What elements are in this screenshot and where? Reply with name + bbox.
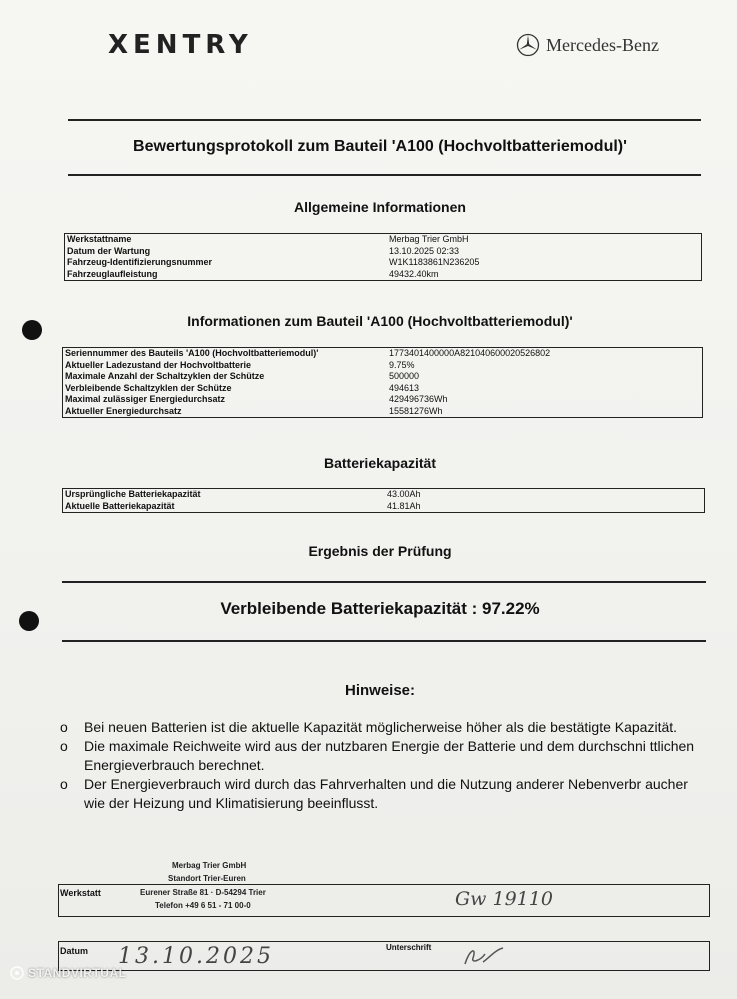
row-label: Fahrzeug-Identifizierungsnummer	[67, 257, 213, 267]
punch-hole	[22, 320, 42, 340]
row-label: Aktuelle Batteriekapazität	[65, 500, 175, 511]
watermark: STANDVIRTUAL	[10, 966, 126, 980]
table-row	[63, 348, 703, 360]
handwritten-workshop-code: Gw 19110	[455, 888, 553, 910]
row-value: 49432.40km	[389, 268, 439, 279]
table-row	[63, 501, 705, 513]
capacity-heading: Batteriekapazität	[323, 455, 437, 471]
table-row	[65, 246, 702, 258]
stamp-line: Telefon +49 6 51 - 71 00-0	[155, 901, 251, 910]
capacity-table	[62, 488, 705, 513]
mercedes-star-icon	[516, 33, 540, 57]
table-row	[63, 383, 703, 395]
stamp-line: Eurener Straße 81 · D-54294 Trier	[140, 888, 266, 897]
row-label: Maximale Anzahl der Schaltzyklen der Schütze	[65, 371, 265, 381]
table-row	[63, 394, 703, 406]
note-bullet: o	[60, 776, 68, 792]
row-value: 41.81Ah	[387, 500, 421, 511]
title-rule-top	[68, 119, 701, 121]
table-row	[65, 234, 702, 246]
watermark-icon	[10, 966, 24, 980]
row-label: Seriennummer des Bauteils 'A100 (Hochvoltbatteriemodul)'	[65, 348, 319, 358]
row-value: 429496736Wh	[389, 394, 448, 404]
note-item: o Die maximale Reichweite wird aus der nutzbaren Energie der Batterie und dem durchschni ttlichen Energieverbrauch berechnet.	[60, 738, 695, 773]
result-heading: Ergebnis der Prüfung	[308, 543, 452, 559]
component-info-table	[62, 347, 703, 418]
result-text: Verbleibende Batteriekapazität : 97.22%	[220, 599, 540, 618]
general-info-table	[64, 233, 702, 281]
row-value: 43.00Ah	[387, 489, 421, 499]
result-rule-top	[62, 581, 706, 583]
table-row	[63, 406, 703, 418]
row-value: 9.75%	[389, 359, 415, 370]
row-label: Fahrzeuglaufleistung	[67, 268, 158, 279]
unterschrift-label: Unterschrift	[386, 943, 432, 952]
document-title: Bewertungsprotokoll zum Bauteil 'A100 (Hochvoltbatteriemodul)'	[133, 138, 627, 155]
xentry-logo: XENTRY	[108, 30, 253, 60]
note-item: o Bei neuen Batterien ist die aktuelle Kapazität möglicherweise höher als die bestätigte Kapazität.	[60, 719, 678, 735]
row-value: Merbag Trier GmbH	[389, 234, 469, 244]
table-row	[63, 360, 703, 372]
punch-hole	[19, 611, 39, 631]
table-row	[63, 371, 703, 383]
brand-name: Mercedes-Benz	[546, 34, 659, 55]
row-value: 500000	[389, 371, 420, 381]
note-bullet: o	[60, 738, 68, 754]
row-label: Datum der Wartung	[67, 245, 151, 256]
row-value: 15581276Wh	[389, 405, 443, 416]
table-row	[63, 489, 705, 501]
werkstatt-label: Werkstatt	[60, 888, 101, 898]
table-row	[65, 257, 702, 269]
row-value: W1K1183861N236205	[389, 257, 480, 267]
component-heading: Informationen zum Bauteil 'A100 (Hochvoltbatteriemodul)'	[187, 313, 573, 329]
row-label: Aktueller Ladezustand der Hochvoltbatterie	[65, 359, 252, 370]
title-rule-bottom	[68, 174, 701, 176]
stamp-line: Merbag Trier GmbH	[172, 861, 247, 870]
row-label: Werkstattname	[67, 234, 132, 244]
row-label: Maximal zulässiger Energiedurchsatz	[65, 394, 226, 404]
row-value: 1773401400000A821040600020526802	[389, 348, 551, 358]
result-rule-bottom	[62, 640, 706, 642]
note-item: o Der Energieverbrauch wird durch das Fahrverhalten und die Nutzung anderer Nebenverbr aucher wie der Heizung und Klimatisierung beeinflusst.	[60, 776, 688, 811]
signature-scribble	[455, 940, 515, 970]
notes-list	[60, 718, 710, 813]
row-value: 13.10.2025 02:33	[389, 245, 460, 256]
note-bullet: o	[60, 719, 68, 735]
mercedes-brand	[516, 33, 659, 57]
row-value: 494613	[389, 382, 420, 393]
stamp-line: Standort Trier-Euren	[168, 874, 246, 883]
row-label: Aktueller Energiedurchsatz	[65, 405, 182, 416]
handwritten-date: 13.10.2025	[118, 944, 274, 969]
datum-label: Datum	[60, 946, 89, 956]
notes-heading: Hinweise:	[344, 682, 416, 699]
row-label: Ursprüngliche Batteriekapazität	[65, 489, 201, 499]
general-heading: Allgemeine Informationen	[294, 199, 466, 215]
table-row	[65, 269, 702, 281]
row-label: Verbleibende Schaltzyklen der Schütze	[65, 382, 232, 393]
